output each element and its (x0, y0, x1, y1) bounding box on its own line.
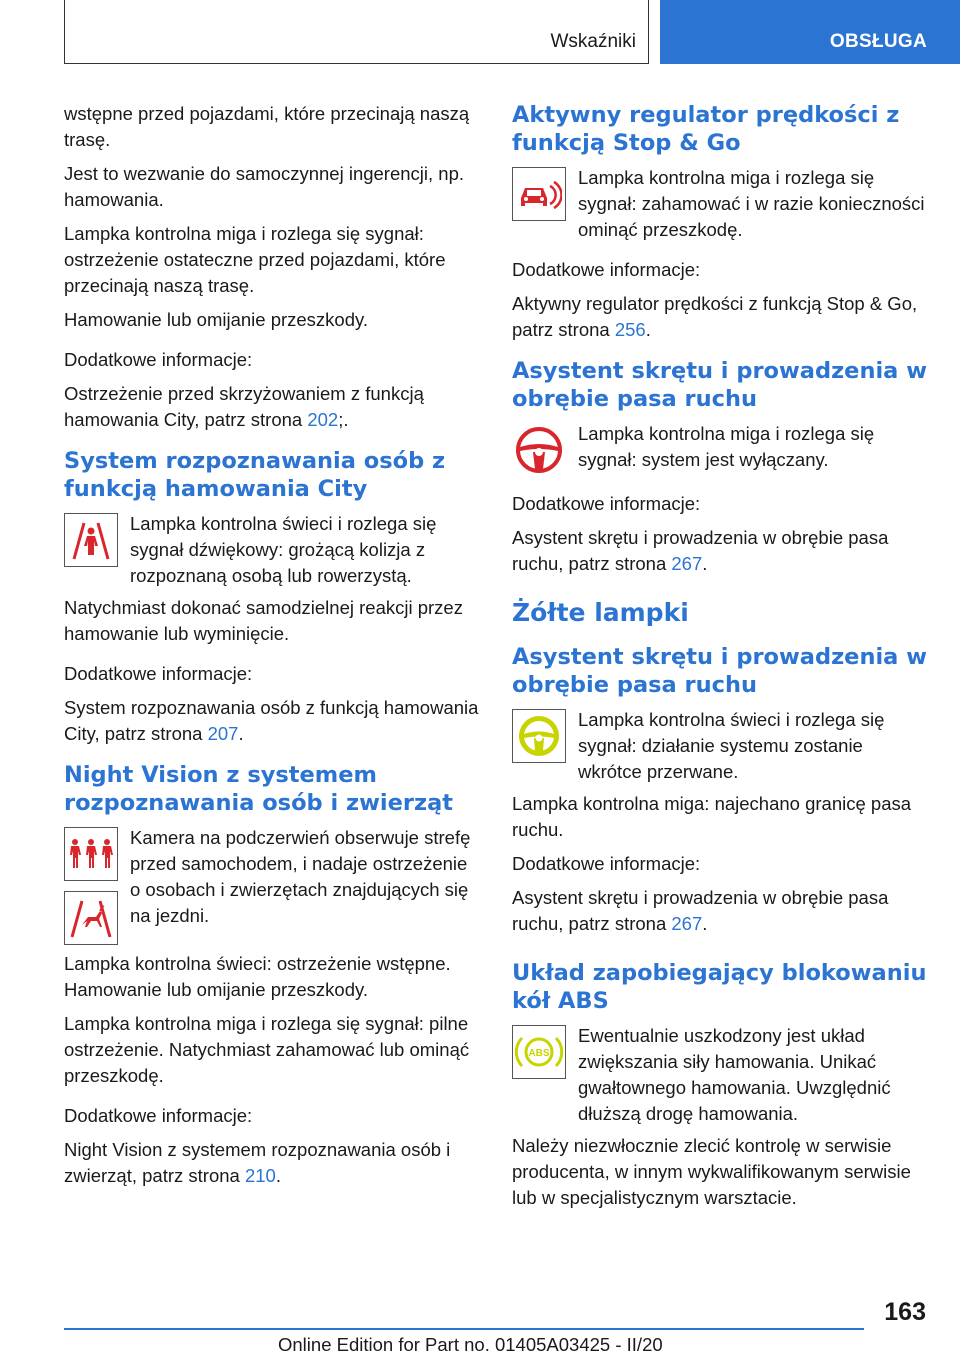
paragraph: Lampka kontrolna miga i rozlega się sygnał: ostrzeżenie ostateczne przed pojazdami, które przecinają naszą trasę. (64, 223, 446, 296)
steering-wheel-yellow-icon (512, 709, 566, 763)
abs-warning-icon (512, 1025, 566, 1079)
night-vision-block (64, 825, 482, 945)
info-label: Dodatkowe informacje: (64, 663, 253, 684)
pedestrian-cyclist-warning-icon (64, 513, 118, 567)
info-reference: Asystent skrętu i prowadzenia w obrębie pasa ruchu, patrz strona 267. (512, 527, 889, 574)
page-link[interactable]: 267 (671, 553, 703, 574)
section-heading-abs: Układ zapobiegający blokowaniu kół ABS (512, 960, 927, 1014)
section-heading-steering-yellow: Asystent skrętu i prowadzenia w obrębie pasa ruchu (512, 644, 927, 698)
paragraph: wstępne przed pojazdami, które przecinają naszą trasę. (64, 103, 470, 150)
person-warning-text: Lampka kontrolna świeci i rozlega się sygnał dźwiękowy: grożącą kolizja z rozpoznaną osobą lub rowerzystą. (130, 513, 437, 586)
footer-divider (64, 1328, 864, 1330)
section-title: Wskaźniki (550, 31, 636, 52)
header-chapter-tab (660, 0, 960, 64)
paragraph: Hamowanie lub omijanie przeszkody. (64, 309, 369, 330)
night-vision-text: Kamera na podczerwień obserwuje strefę przed samochodem, i nadaje ostrzeżenie o osobach i zwierzętach znajdujących się na jezdni. (130, 827, 471, 926)
page-link[interactable]: 256 (614, 319, 646, 340)
info-label: Dodatkowe informacje: (512, 853, 701, 874)
info-reference: Night Vision z systemem rozpoznawania osób i zwierząt, patrz strona 210. (64, 1139, 451, 1186)
page-link[interactable]: 267 (671, 913, 703, 934)
right-column (512, 101, 930, 1219)
section-heading-acc: Aktywny regulator prędkości z funkcją Stop & Go (512, 102, 900, 156)
page-link[interactable]: 207 (207, 723, 239, 744)
steering-yellow-block (512, 707, 930, 785)
page-link[interactable]: 202 (307, 409, 339, 430)
night-vision-animal-icon (64, 891, 118, 945)
info-label: Dodatkowe informacje: (512, 493, 701, 514)
paragraph: Lampka kontrolna świeci: ostrzeżenie wstępne. Hamowanie lub omijanie przeszkody. (64, 953, 451, 1000)
info-label: Dodatkowe informacje: (512, 259, 701, 280)
section-heading-night-vision: Night Vision z systemem rozpoznawania osób i zwierząt (64, 762, 454, 816)
left-column (64, 101, 482, 1197)
section-heading-person-detection: System rozpoznawania osób z funkcją hamowania City (64, 448, 446, 502)
abs-block (512, 1023, 930, 1127)
paragraph: Jest to wezwanie do samoczynnej ingerencji, np. hamowania. (64, 163, 465, 210)
section-heading-steering-red: Asystent skrętu i prowadzenia w obrębie pasa ruchu (512, 358, 927, 412)
info-reference: System rozpoznawania osób z funkcją hamowania City, patrz strona 207. (64, 697, 479, 744)
abs-icon-label: ABS (528, 1048, 550, 1059)
section-heading-yellow-lamps: Żółte lampki (512, 598, 689, 627)
paragraph: Natychmiast dokonać samodzielnej reakcji przez hamowanie lub wyminięcie. (64, 597, 463, 644)
header-section-tab (64, 0, 649, 64)
chapter-title: OBSŁUGA (829, 31, 927, 52)
edition-footer: Online Edition for Part no. 01405A03425 - II/20 (278, 1334, 663, 1355)
abs-text: Ewentualnie uszkodzony jest układ zwiększania siły hamowania. Unikać gwałtownego hamowania. Uwzględnić dłuższą drogę hamowania. (578, 1025, 891, 1124)
night-vision-persons-icon (64, 827, 118, 881)
page-number: 163 (884, 1298, 926, 1326)
paragraph: Lampka kontrolna miga i rozlega się sygnał: pilne ostrzeżenie. Natychmiast zahamować lub ominąć przeszkodę. (64, 1013, 470, 1086)
paragraph: Lampka kontrolna miga: najechano granicę pasa ruchu. (512, 793, 912, 840)
acc-block (512, 165, 930, 243)
acc-text: Lampka kontrolna miga i rozlega się sygnał: zahamować i w razie konieczności ominąć przeszkodę. (578, 167, 925, 240)
steering-red-text: Lampka kontrolna miga i rozlega się sygnał: system jest wyłączany. (578, 423, 875, 470)
person-warning-block (64, 511, 482, 589)
info-label: Dodatkowe informacje: (64, 349, 253, 370)
collision-warning-car-icon (512, 167, 566, 221)
paragraph: Należy niezwłocznie zlecić kontrolę w serwisie producenta, w innym wykwalifikowanym serwisie lub w specjalistycznym warsztacie. (512, 1135, 911, 1208)
info-reference: Ostrzeżenie przed skrzyżowaniem z funkcją hamowania City, patrz strona 202;. (64, 383, 424, 430)
info-reference: Asystent skrętu i prowadzenia w obrębie pasa ruchu, patrz strona 267. (512, 887, 889, 934)
steering-red-block (512, 421, 930, 477)
steering-yellow-text: Lampka kontrolna świeci i rozlega się sygnał: działanie systemu zostanie wkrótce przerwane. (578, 709, 885, 782)
steering-wheel-red-icon (512, 423, 566, 477)
info-label: Dodatkowe informacje: (64, 1105, 253, 1126)
page-link[interactable]: 210 (244, 1165, 276, 1186)
info-reference: Aktywny regulator prędkości z funkcją Stop & Go, patrz strona 256. (512, 293, 918, 340)
